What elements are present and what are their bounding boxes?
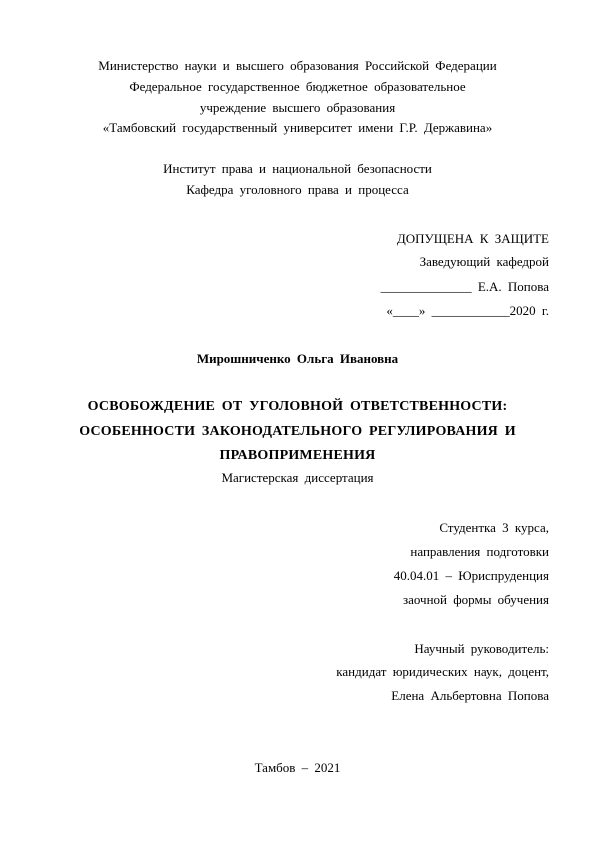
institution-line-1: Федеральное государственное бюджетное образовательное xyxy=(129,79,466,94)
student-line-1: Студентка 3 курса, xyxy=(439,520,549,535)
supervisor-label: Научный руководитель: xyxy=(414,641,549,656)
student-line-2: направления подготовки xyxy=(410,544,549,559)
approval-signature: ______________ Е.А. Попова xyxy=(380,279,549,294)
supervisor-name: Елена Альбертовна Попова xyxy=(391,688,549,703)
approval-position: Заведующий кафедрой xyxy=(419,254,549,269)
thesis-title-line-1: ОСВОБОЖДЕНИЕ ОТ УГОЛОВНОЙ ОТВЕТСТВЕННОСТИ: xyxy=(87,399,508,414)
ministry-line: Министерство науки и высшего образования Российской Федерации xyxy=(98,58,497,73)
institution-line-2: учреждение высшего образования xyxy=(199,100,396,115)
thesis-title-line-2: ОСОБЕННОСТИ ЗАКОНОДАТЕЛЬНОГО РЕГУЛИРОВАНИЯ И xyxy=(79,424,516,439)
thesis-type: Магистерская диссертация xyxy=(221,470,374,485)
department-name: Кафедра уголовного права и процесса xyxy=(186,182,409,197)
thesis-title-line-3: ПРАВОПРИМЕНЕНИЯ xyxy=(219,448,376,463)
university-name: «Тамбовский государственный университет имени Г.Р. Державина» xyxy=(102,120,493,135)
author-name: Мирошниченко Ольга Ивановна xyxy=(196,351,399,366)
supervisor-degree: кандидат юридических наук, доцент, xyxy=(336,664,549,679)
city-year: Тамбов – 2021 xyxy=(254,760,341,775)
approval-title: ДОПУЩЕНА К ЗАЩИТЕ xyxy=(396,231,549,246)
approval-date: «____» ____________2020 г. xyxy=(386,303,549,318)
student-line-3: 40.04.01 – Юриспруденция xyxy=(393,568,549,583)
institute-name: Институт права и национальной безопасности xyxy=(163,161,432,176)
student-line-4: заочной формы обучения xyxy=(402,592,549,607)
